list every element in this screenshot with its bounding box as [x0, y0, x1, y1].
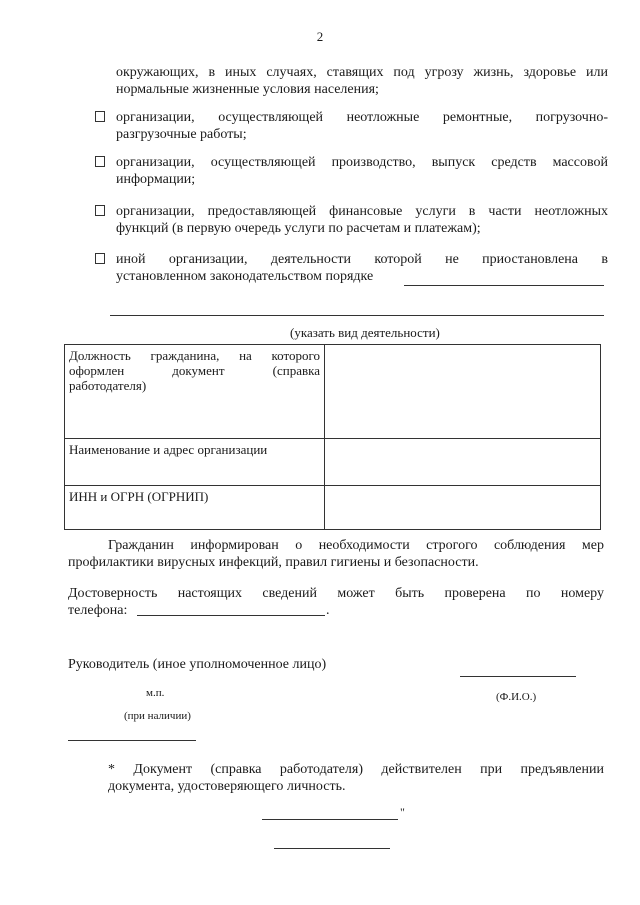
signature-blank[interactable]: [460, 676, 576, 677]
position-value-cell[interactable]: [325, 345, 601, 439]
checkbox-financial-services[interactable]: [95, 205, 105, 216]
informed-line-2: профилактики вирусных инфекций, правил гигиены и безопасности.: [68, 555, 479, 570]
activity-blank-full[interactable]: [110, 315, 604, 316]
checklist-item-4-line-1: иной организации, деятельности которой не приостановлена в: [116, 252, 608, 267]
intro-line-2: нормальные жизненные условия населения;: [116, 82, 379, 97]
organization-label-cell: Наименование и адрес организации: [65, 439, 325, 486]
inn-ogrn-value-cell[interactable]: [325, 486, 601, 530]
table-row: [65, 345, 601, 439]
footnote-separator: [68, 740, 196, 741]
checkbox-repair-works[interactable]: [95, 111, 105, 122]
checklist-item-2-line-1: организации, осуществляющей производство, выпуск средств массовой: [116, 155, 608, 170]
inn-ogrn-label-cell: ИНН и ОГРН (ОГРНИП): [65, 486, 325, 530]
footnote-line-1: * Документ (справка работодателя) действителен при предъявлении: [108, 762, 604, 777]
activity-blank-inline[interactable]: [404, 285, 604, 286]
checkbox-mass-media[interactable]: [95, 156, 105, 167]
quote-mark: ": [400, 805, 405, 819]
checklist-item-2-line-2: информации;: [116, 172, 196, 187]
stamp-note: (при наличии): [124, 710, 191, 722]
position-label-line-2: оформлен документ (справка: [69, 363, 320, 378]
phone-blank[interactable]: [137, 615, 325, 616]
checklist-item-3-line-1: организации, предоставляющей финансовые услуги в части неотложных: [116, 204, 608, 219]
position-label-line-1: Должность гражданина, на которого: [69, 348, 320, 363]
document-number-blank: [262, 819, 398, 820]
verification-label: телефона:: [68, 603, 128, 618]
verification-line-1: Достоверность настоящих сведений может быть проверена по номеру: [68, 586, 604, 601]
informed-line-1: Гражданин информирован о необходимости строгого соблюдения мер: [108, 538, 604, 553]
position-label-line-3: работодателя): [69, 378, 147, 393]
checklist-item-3-line-2: функций (в первую очередь услуги по расчетам и платежам);: [116, 221, 481, 236]
document-date-blank: [274, 848, 390, 849]
organization-value-cell[interactable]: [325, 439, 601, 486]
page-number: 2: [316, 29, 324, 44]
checklist-item-4-line-2: установленном законодательством порядке: [116, 269, 374, 284]
checklist-item-1-line-2: разгрузочные работы;: [116, 127, 247, 142]
position-label-cell: [65, 345, 325, 439]
phone-period: .: [326, 603, 330, 618]
intro-line-1: окружающих, в иных случаях, ставящих под угрозу жизнь, здоровье или: [116, 65, 608, 80]
fio-label: (Ф.И.О.): [496, 691, 537, 703]
employee-info-table: [64, 344, 601, 530]
table-row: [65, 439, 601, 486]
table-row: [65, 486, 601, 530]
stamp-label: м.п.: [146, 687, 165, 699]
activity-caption: (указать вид деятельности): [290, 325, 440, 340]
checkbox-other-organization[interactable]: [95, 253, 105, 264]
signatory-title: Руководитель (иное уполномоченное лицо): [68, 657, 327, 672]
checklist-item-1-line-1: организации, осуществляющей неотложные ремонтные, погрузочно-: [116, 110, 608, 125]
footnote-line-2: документа, удостоверяющего личность.: [108, 779, 346, 794]
